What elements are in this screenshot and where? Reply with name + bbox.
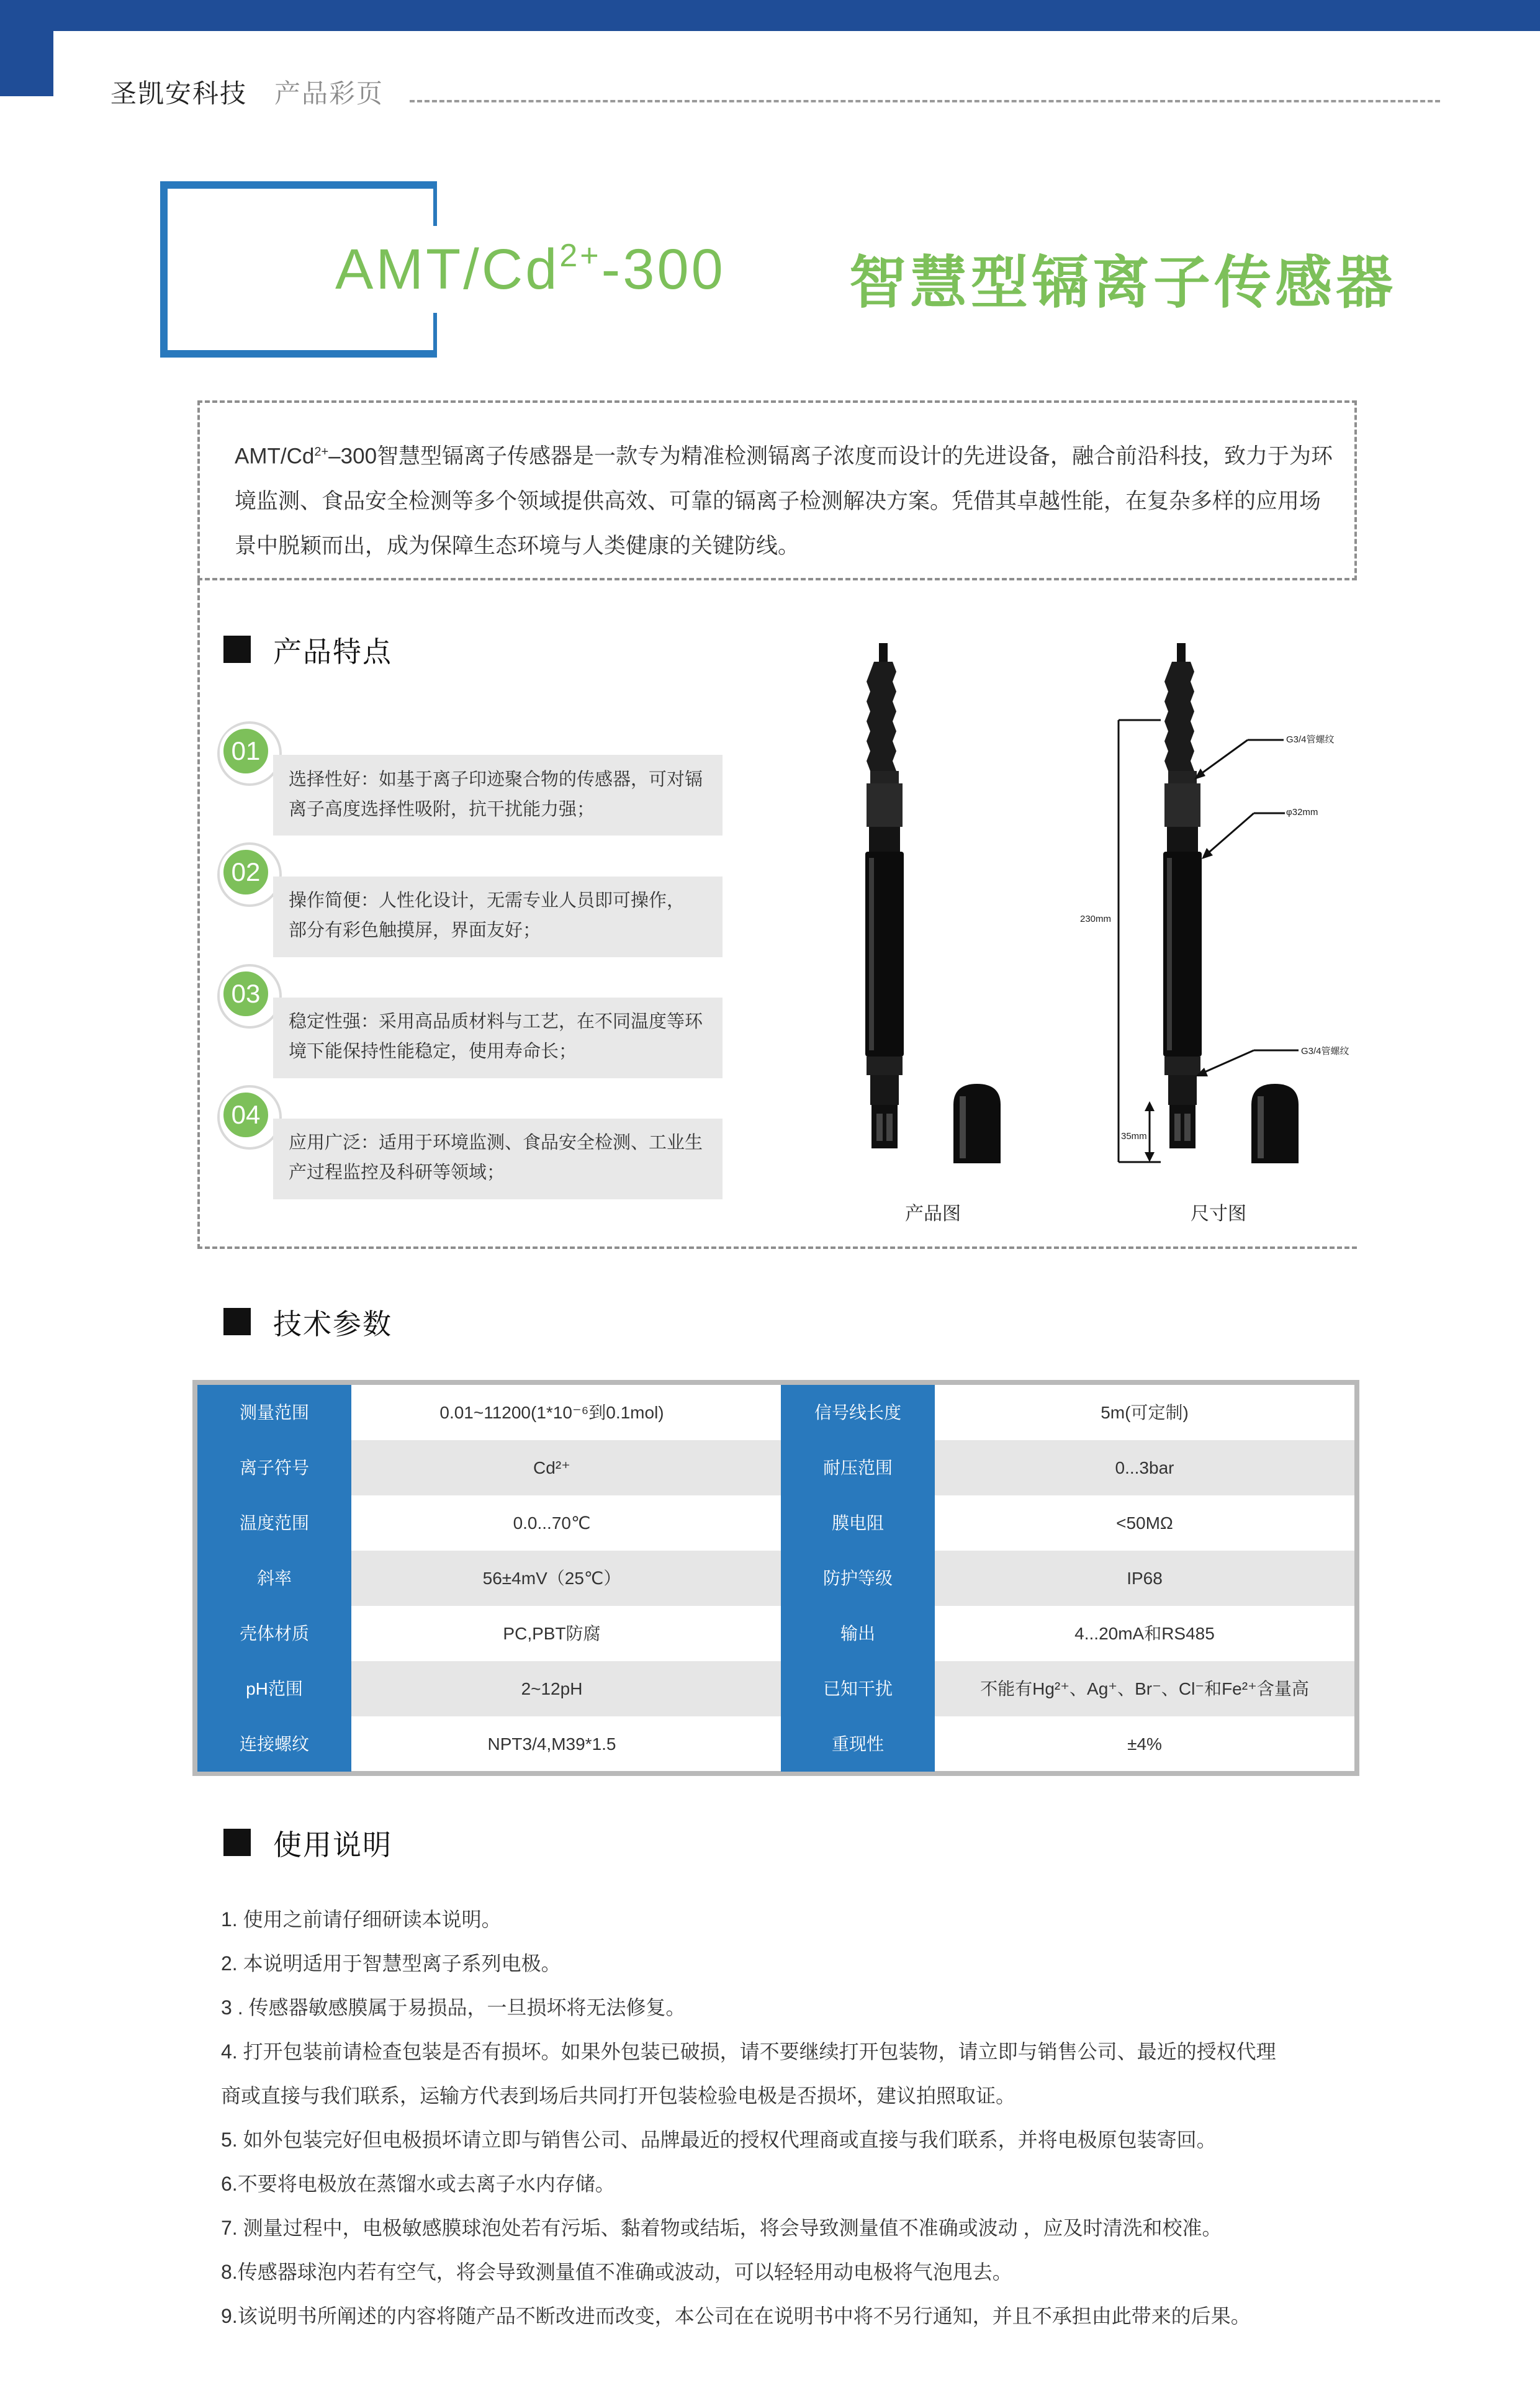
list-item: 6.不要将电极放在蒸馏水或去离子水内存储。 bbox=[221, 2173, 615, 2195]
dim-label-thread-bottom: G3/4管螺纹 bbox=[1301, 1046, 1349, 1057]
spec-key: 重现性 bbox=[781, 1716, 935, 1772]
intro-charge: 2+ bbox=[314, 445, 329, 459]
spec-value: 0.0...70℃ bbox=[513, 1513, 591, 1533]
spec-value: 不能有Hg²⁺、Ag⁺、Br⁻、Cl⁻和Fe²⁺含量高 bbox=[980, 1679, 1309, 1698]
list-item: 2. 本说明适用于智慧型离子系列电极。 bbox=[221, 1952, 561, 1975]
spec-value: 4...20mA和RS485 bbox=[1074, 1624, 1215, 1643]
spec-value: IP68 bbox=[1127, 1569, 1163, 1588]
intro-paragraph bbox=[235, 430, 1340, 569]
feature-number-badge: 03 bbox=[220, 968, 272, 1020]
product-photo bbox=[819, 639, 1024, 1173]
feature-line: 产过程监控及科研等领域； bbox=[289, 1163, 505, 1183]
list-item: 7. 测量过程中，电极敏感膜球泡处若有污垢、黏着物或结垢，将会导致测量值不准确或波动 ，应及时清洗和校准。 bbox=[221, 2217, 1222, 2239]
spec-value: PC,PBT防腐 bbox=[503, 1624, 601, 1643]
product-photo-caption: 产品图 bbox=[905, 1204, 961, 1224]
table-row bbox=[197, 1551, 1354, 1606]
header-divider bbox=[410, 100, 1440, 102]
spec-value: 0.01~11200(1*10⁻⁶到0.1mol) bbox=[439, 1403, 664, 1422]
spec-key: 已知干扰 bbox=[781, 1661, 935, 1716]
feature-line: 应用广泛：适用于环境监测、食品安全检测、工业生 bbox=[289, 1133, 703, 1153]
specs-heading: 技术参数 bbox=[273, 1308, 392, 1340]
product-name: 智慧型镉离子传感器 bbox=[849, 251, 1397, 315]
usage-heading: 使用说明 bbox=[273, 1829, 392, 1861]
list-item: 5. 如外包装完好但电极损坏请立即与销售公司、品牌最近的授权代理商或直接与我们联系，并将电极原包装寄回。 bbox=[221, 2129, 1217, 2151]
spec-key: 信号线长度 bbox=[781, 1385, 935, 1440]
table-row bbox=[197, 1661, 1354, 1716]
section-marker-icon bbox=[223, 636, 251, 663]
features-heading: 产品特点 bbox=[273, 636, 392, 668]
table-row bbox=[197, 1440, 1354, 1495]
feature-line: 操作简便：人性化设计，无需专业人员即可操作， bbox=[289, 891, 685, 911]
feature-text bbox=[289, 1128, 717, 1187]
spec-key: 连接螺纹 bbox=[197, 1716, 351, 1772]
model-prefix: AMT/Cd bbox=[335, 238, 560, 301]
intro-body: –300智慧型镉离子传感器是一款专为精准检测镉离子浓度而设计的先进设备，融合前沿科技，致力于为环境监测、食品安全检测等多个领域提供高效、可靠的镉离子检测解决方案。凭借其卓越性能，在复杂多样的应用场景中脱颖而出，成为保障生态环境与人类健康的关键防线。 bbox=[235, 444, 1333, 558]
dim-label-diameter: φ32mm bbox=[1286, 807, 1318, 818]
model-charge: 2+ bbox=[559, 238, 601, 274]
feature-line: 离子高度选择性吸附，抗干扰能力强； bbox=[289, 800, 595, 819]
list-item: 9.该说明书所阐述的内容将随产品不断改进而改变，本公司在在说明书中将不另行通知，并且不承担由此带来的后果。 bbox=[221, 2305, 1251, 2327]
spec-key: 斜率 bbox=[197, 1551, 351, 1606]
spec-value: ±4% bbox=[1127, 1734, 1162, 1754]
dim-label-thread-top: G3/4管螺纹 bbox=[1286, 734, 1335, 745]
feature-number-badge: 01 bbox=[220, 725, 272, 777]
spec-key: 离子符号 bbox=[197, 1440, 351, 1495]
dimension-drawing-caption: 尺寸图 bbox=[1191, 1204, 1246, 1224]
top-banner bbox=[0, 0, 1540, 31]
dim-label-tip: 35mm bbox=[1121, 1131, 1147, 1142]
spec-value: 2~12pH bbox=[521, 1679, 583, 1698]
table-row bbox=[197, 1606, 1354, 1661]
feature-number-badge: 02 bbox=[220, 846, 272, 898]
feature-number-badge: 04 bbox=[220, 1089, 272, 1141]
feature-text bbox=[289, 1007, 717, 1066]
list-item: 4. 打开包装前请检查包装是否有损坏。如果外包装已破损，请不要继续打开包装物，请立即与销售公司、最近的授权代理 bbox=[221, 2040, 1276, 2063]
spec-key: 壳体材质 bbox=[197, 1606, 351, 1661]
spec-key: pH范围 bbox=[197, 1661, 351, 1716]
feature-line: 选择性好：如基于离子印迹聚合物的传感器，可对镉 bbox=[289, 770, 703, 790]
feature-text bbox=[289, 765, 717, 824]
list-item: 8.传感器球泡内若有空气，将会导致测量值不准确或波动，可以轻轻用动电极将气泡甩去。 bbox=[221, 2261, 1012, 2283]
feature-text bbox=[289, 886, 717, 945]
feature-line: 境下能保持性能稳定，使用寿命长； bbox=[289, 1042, 577, 1061]
spec-value: NPT3/4,M39*1.5 bbox=[487, 1734, 616, 1754]
spec-key: 温度范围 bbox=[197, 1495, 351, 1551]
spec-value: 5m(可定制) bbox=[1101, 1403, 1189, 1422]
spec-value: Cd²⁺ bbox=[533, 1458, 570, 1477]
company-name: 圣凯安科技 bbox=[110, 79, 248, 108]
model-suffix: -300 bbox=[601, 238, 726, 301]
section-marker-icon bbox=[223, 1829, 251, 1856]
table-row bbox=[197, 1716, 1354, 1772]
list-item: 3 . 传感器敏感膜属于易损品，一旦损坏将无法修复。 bbox=[221, 1996, 686, 2019]
spec-key: 防护等级 bbox=[781, 1551, 935, 1606]
spec-value: 0...3bar bbox=[1115, 1458, 1174, 1477]
spec-key: 膜电阻 bbox=[781, 1495, 935, 1551]
feature-line: 部分有彩色触摸屏，界面友好； bbox=[289, 921, 541, 940]
list-item: 商或直接与我们联系，运输方代表到场后共同打开包装检验电极是否损坏，建议拍照取证。 bbox=[221, 2084, 1016, 2107]
feature-line: 稳定性强：采用高品质材料与工艺，在不同温度等环 bbox=[289, 1012, 703, 1032]
document-type: 产品彩页 bbox=[274, 79, 384, 108]
spec-value: 56±4mV（25℃） bbox=[482, 1569, 621, 1588]
top-banner-tab bbox=[0, 0, 53, 96]
spec-value: <50MΩ bbox=[1116, 1513, 1173, 1533]
features-frame-bottom bbox=[197, 1246, 1357, 1249]
product-model bbox=[335, 237, 726, 302]
dimension-drawing bbox=[1068, 639, 1353, 1173]
table-row bbox=[197, 1495, 1354, 1551]
table-row bbox=[197, 1385, 1354, 1440]
spec-key: 输出 bbox=[781, 1606, 935, 1661]
list-item: 1. 使用之前请仔细研读本说明。 bbox=[221, 1908, 502, 1931]
section-marker-icon bbox=[223, 1308, 251, 1335]
spec-key: 耐压范围 bbox=[781, 1440, 935, 1495]
spec-key: 测量范围 bbox=[197, 1385, 351, 1440]
intro-model: AMT/Cd bbox=[235, 444, 315, 469]
dim-label-length: 230mm bbox=[1080, 914, 1112, 924]
